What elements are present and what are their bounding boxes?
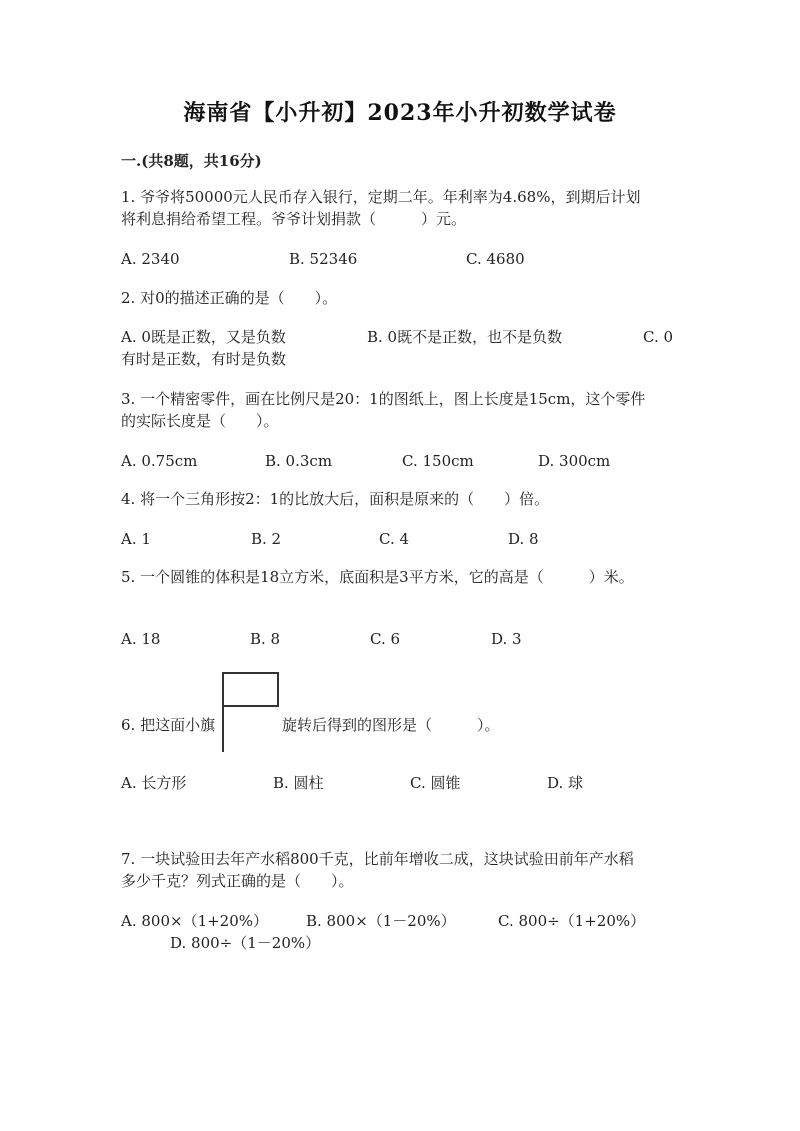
question-5-option-c: C. 6	[370, 630, 401, 648]
question-6-line-2: 旋转后得到的图形是（ ）。	[282, 716, 500, 734]
question-7-option-c: C. 800÷（1+20%）	[498, 912, 646, 930]
question-4-option-b: B. 2	[251, 530, 282, 548]
question-6-option-c: C. 圆锥	[410, 774, 461, 792]
question-2-option-a: A. 0既是正数，又是负数	[121, 328, 286, 346]
question-3-option-a: A. 0.75cm	[121, 452, 198, 470]
question-1-line-2: 将利息捐给希望工程。爷爷计划捐款（ ）元。	[121, 210, 467, 228]
question-7-line-2: 多少千克？列式正确的是（ ）。	[121, 872, 354, 890]
question-5-option-d: D. 3	[491, 630, 522, 648]
question-3-line-1: 3. 一个精密零件，画在比例尺是20：1的图纸上，图上长度是15cm，这个零件	[121, 390, 646, 408]
question-6-option-a: A. 长方形	[121, 774, 187, 792]
question-3-option-c: C. 150cm	[402, 452, 474, 470]
question-3-option-b: B. 0.3cm	[265, 452, 333, 470]
question-1-option-b: B. 52346	[289, 250, 358, 268]
question-5-line-1: 5. 一个圆锥的体积是18立方米，底面积是3平方米，它的高是（ ）米。	[121, 568, 634, 586]
flag-cloth	[223, 673, 278, 706]
question-1-option-c: C. 4680	[466, 250, 525, 268]
question-4-option-d: D. 8	[508, 530, 539, 548]
question-5-option-b: B. 8	[250, 630, 281, 648]
question-7-option-a: A. 800×（1+20%）	[121, 912, 269, 930]
question-4-option-a: A. 1	[121, 530, 151, 548]
question-7-option-d: D. 800÷（1－20%）	[170, 934, 321, 952]
question-2-option-b: B. 0既不是正数，也不是负数	[367, 328, 563, 346]
question-4-line-1: 4. 将一个三角形按2：1的比放大后，面积是原来的（ ）倍。	[121, 490, 550, 508]
question-6-option-d: D. 球	[547, 774, 584, 792]
question-7-option-b: B. 800×（1－20%）	[306, 912, 456, 930]
question-1-option-a: A. 2340	[121, 250, 180, 268]
question-6-line-1: 6. 把这面小旗	[121, 716, 216, 734]
question-3-line-2: 的实际长度是（ ）。	[121, 412, 279, 430]
question-6-option-b: B. 圆柱	[273, 774, 324, 792]
question-7-line-1: 7. 一块试验田去年产水稻800千克，比前年增收二成，这块试验田前年产水稻	[121, 850, 634, 868]
question-2-line-1: 2. 对0的描述正确的是（ ）。	[121, 289, 338, 307]
question-2-option-c: C. 0	[643, 328, 674, 346]
question-3-option-d: D. 300cm	[538, 452, 611, 470]
question-1-line-1: 1. 爷爷将50000元人民币存入银行，定期二年。年利率为4.68%，到期后计划	[121, 188, 641, 206]
question-2-option-c-cont: 有时是正数，有时是负数	[121, 350, 287, 368]
question-5-option-a: A. 18	[121, 630, 161, 648]
exam-title: 海南省【小升初】2023年小升初数学试卷	[183, 100, 617, 126]
flag-figure	[218, 672, 280, 754]
section-heading: 一.(共8题，共16分)	[121, 152, 262, 170]
question-4-option-c: C. 4	[379, 530, 410, 548]
